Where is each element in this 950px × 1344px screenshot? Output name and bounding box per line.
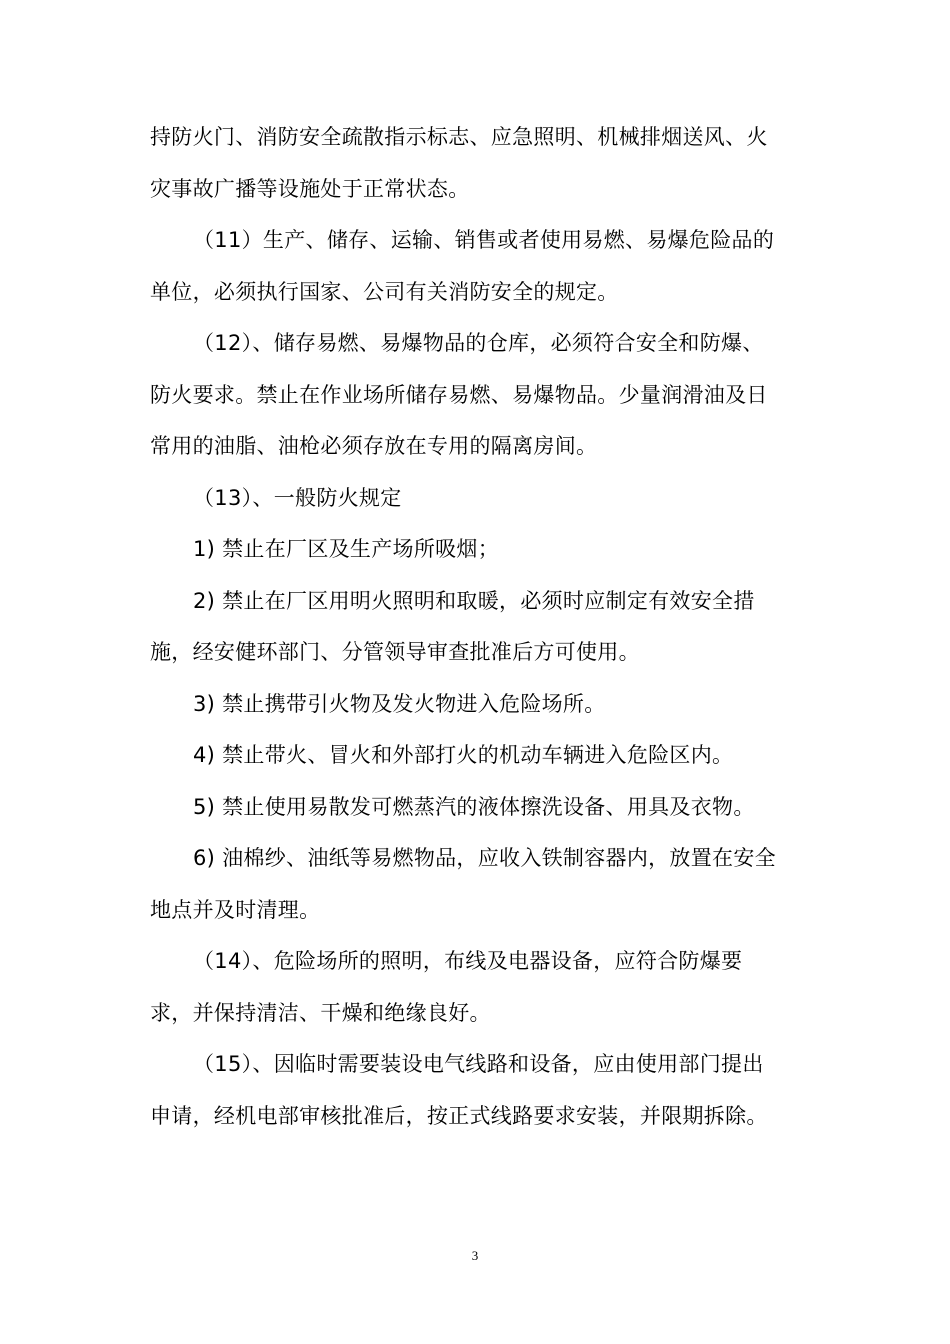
text-line-5: （12）、储存易燃、易爆物品的仓库，必须符合安全和防爆、 xyxy=(193,331,764,355)
text-line-11: 施，经安健环部门、分管领导审查批准后方可使用。 xyxy=(150,640,640,664)
text-line-8: （13）、一般防火规定 xyxy=(193,485,402,510)
text-line-18: 求，并保持清洁、干燥和绝缘良好。 xyxy=(150,1000,491,1025)
text-line-2: 灾事故广播等设施处于正常状态。 xyxy=(150,176,470,201)
text-line-14: 5) 禁止使用易散发可燃蒸汽的液体擦洗设备、用具及衣物。 xyxy=(193,794,755,819)
text-line-1: 持防火门、消防安全疏散指示标志、应急照明、机械排烟送风、火 xyxy=(150,125,768,149)
page-number: 3 xyxy=(471,1248,479,1263)
text-line-10: 2) 禁止在厂区用明火照明和取暖，必须时应制定有效安全措 xyxy=(193,588,755,613)
text-line-7: 常用的油脂、油枪必须存放在专用的隔离房间。 xyxy=(150,434,598,458)
document-body xyxy=(150,112,802,1142)
text-line-13: 4) 禁止带火、冒火和外部打火的机动车辆进入危险区内。 xyxy=(193,743,734,767)
text-line-17: （14）、危险场所的照明，布线及电器设备，应符合防爆要 xyxy=(193,949,743,973)
text-line-12: 3) 禁止携带引火物及发火物进入危险场所。 xyxy=(193,691,606,716)
text-line-15: 6) 油棉纱、油纸等易燃物品，应收入铁制容器内，放置在安全 xyxy=(193,846,776,870)
text-line-9: 1) 禁止在厂区及生产场所吸烟； xyxy=(193,537,500,561)
text-line-6: 防火要求。禁止在作业场所储存易燃、易爆物品。少量润滑油及日 xyxy=(150,382,768,407)
text-line-4: 单位，必须执行国家、公司有关消防安全的规定。 xyxy=(150,279,619,304)
text-line-19: （15）、因临时需要装设电气线路和设备，应由使用部门提出 xyxy=(193,1052,764,1076)
text-line-20: 申请，经机电部审核批准后，按正式线路要求安装，并限期拆除。 xyxy=(150,1103,768,1128)
text-line-3: （11）生产、储存、运输、销售或者使用易燃、易爆危险品的 xyxy=(193,228,775,252)
text-line-16: 地点并及时清理。 xyxy=(150,897,321,922)
